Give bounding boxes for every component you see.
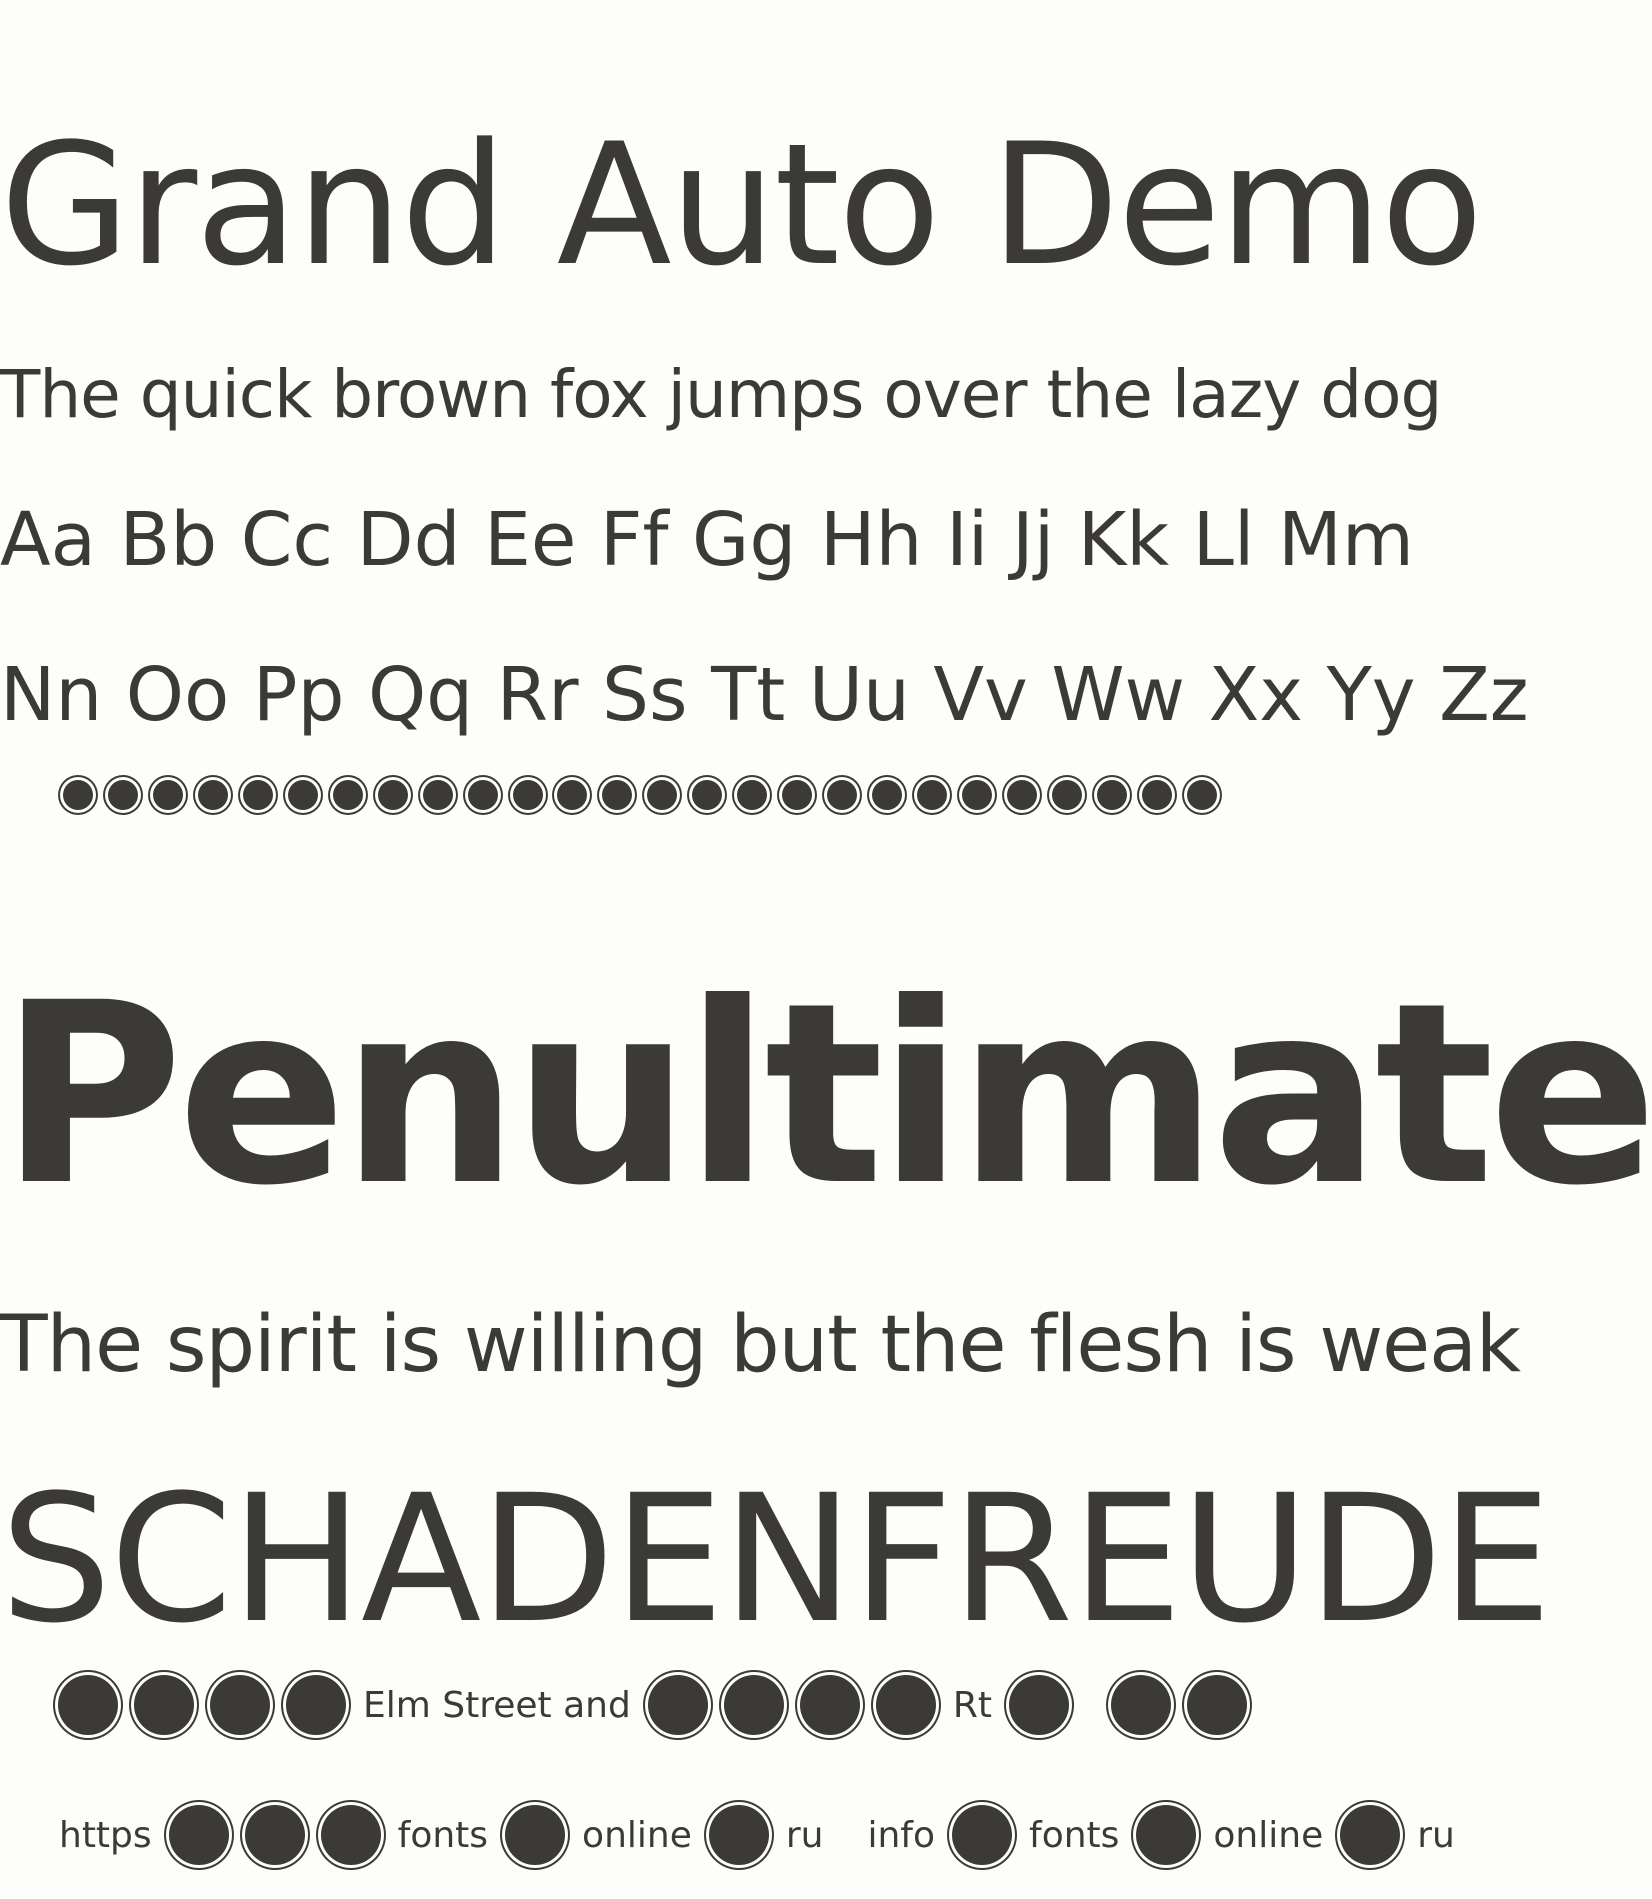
watermark-badge-icon bbox=[375, 777, 411, 813]
watermark-badge-icon bbox=[1184, 777, 1220, 813]
watermark-badge-icon bbox=[502, 1802, 568, 1868]
watermark-badge-icon bbox=[60, 777, 96, 813]
watermark-badge-icon bbox=[242, 1802, 308, 1868]
watermark-badge-icon bbox=[1006, 1672, 1072, 1738]
watermark-badge-icon bbox=[330, 777, 366, 813]
watermark-badge-icon bbox=[706, 1802, 772, 1868]
phrase-sample: The spirit is willing but the flesh is weak bbox=[0, 1300, 1521, 1390]
watermark-badge-icon bbox=[949, 1802, 1015, 1868]
ru-text: ru bbox=[785, 1814, 824, 1856]
alphabet-line-1: Aa Bb Cc Dd Ee Ff Gg Hh Ii Jj Kk Ll Mm bbox=[0, 497, 1414, 583]
watermark-badge-icon bbox=[734, 777, 770, 813]
ru-text: ru bbox=[1417, 1814, 1455, 1856]
big-word: Penultimate bbox=[0, 949, 1652, 1240]
watermark-badge-icon bbox=[318, 1802, 384, 1868]
watermark-badge-icon bbox=[283, 1672, 349, 1738]
fonts-text: fonts bbox=[397, 1814, 489, 1856]
info-text: info bbox=[867, 1814, 936, 1856]
watermark-badge-icon bbox=[240, 777, 276, 813]
watermark-badge-row bbox=[60, 773, 1220, 817]
watermark-badge-icon bbox=[166, 1802, 232, 1868]
watermark-badge-icon bbox=[1108, 1672, 1174, 1738]
watermark-badge-icon bbox=[285, 777, 321, 813]
watermark-badge-icon bbox=[914, 777, 950, 813]
watermark-badge-icon bbox=[1133, 1802, 1199, 1868]
elm-street-text: Elm Street and bbox=[363, 1684, 631, 1726]
watermark-badge-icon bbox=[959, 777, 995, 813]
watermark-badge-icon bbox=[1184, 1672, 1250, 1738]
https-text: https bbox=[59, 1814, 152, 1856]
watermark-badge-icon bbox=[644, 777, 680, 813]
watermark-badge-icon bbox=[131, 1672, 197, 1738]
watermark-badge-icon bbox=[1094, 777, 1130, 813]
rd-text: Rt bbox=[952, 1684, 992, 1726]
watermark-badge-icon bbox=[599, 777, 635, 813]
watermark-badge-icon bbox=[1337, 1802, 1403, 1868]
watermark-badge-icon bbox=[420, 777, 456, 813]
watermark-badge-icon bbox=[554, 777, 590, 813]
font-title: Grand Auto Demo bbox=[0, 107, 1482, 303]
watermark-badge-icon bbox=[824, 777, 860, 813]
watermark-badge-icon bbox=[510, 777, 546, 813]
watermark-badge-icon bbox=[195, 777, 231, 813]
url-text-row bbox=[55, 1795, 1455, 1875]
watermark-badge-icon bbox=[150, 777, 186, 813]
watermark-badge-icon bbox=[465, 777, 501, 813]
watermark-badge-icon bbox=[207, 1672, 273, 1738]
watermark-badge-icon bbox=[645, 1672, 711, 1738]
watermark-badge-icon bbox=[1139, 777, 1175, 813]
watermark-badge-icon bbox=[779, 777, 815, 813]
alphabet-line-2: Nn Oo Pp Qq Rr Ss Tt Uu Vv Ww Xx Yy Zz bbox=[0, 652, 1529, 738]
badge-text-row bbox=[55, 1665, 1225, 1745]
watermark-badge-icon bbox=[869, 777, 905, 813]
caps-word: SCHADENFREUDE bbox=[0, 1457, 1551, 1662]
fonts-text: fonts bbox=[1029, 1814, 1120, 1856]
watermark-badge-icon bbox=[1004, 777, 1040, 813]
watermark-badge-icon bbox=[105, 777, 141, 813]
watermark-badge-icon bbox=[797, 1672, 863, 1738]
watermark-badge-icon bbox=[689, 777, 725, 813]
watermark-badge-icon bbox=[55, 1672, 121, 1738]
watermark-badge-icon bbox=[721, 1672, 787, 1738]
online-text: online bbox=[582, 1814, 692, 1856]
watermark-badge-icon bbox=[1049, 777, 1085, 813]
online-text: online bbox=[1213, 1814, 1324, 1856]
watermark-badge-icon bbox=[873, 1672, 939, 1738]
pangram-sample: The quick brown fox jumps over the lazy dog bbox=[0, 356, 1442, 433]
